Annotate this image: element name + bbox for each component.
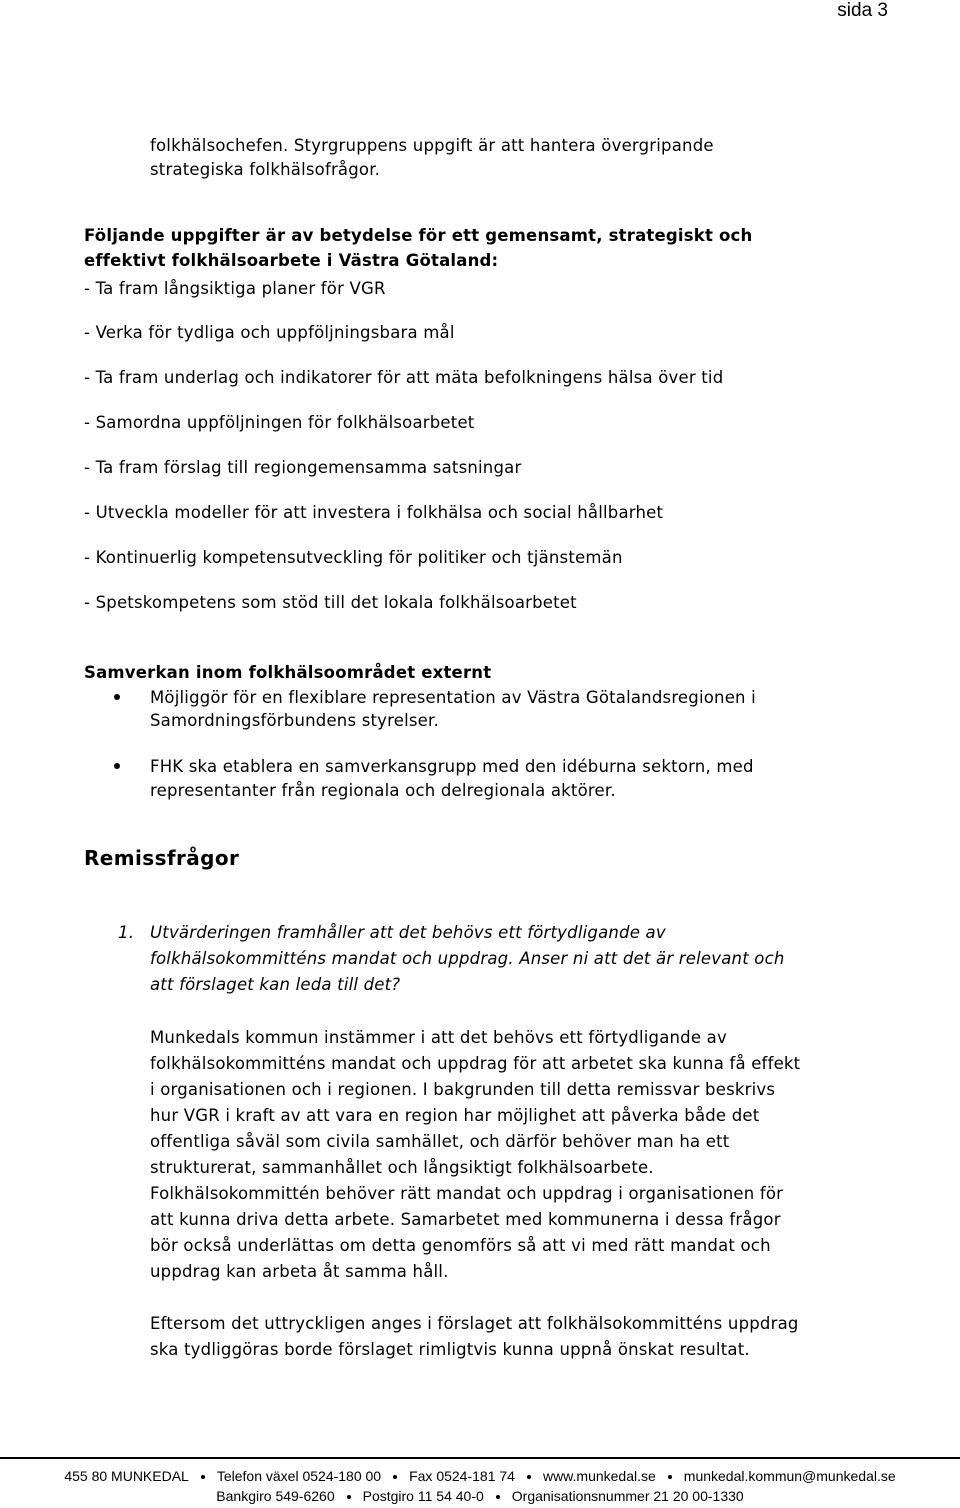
task-item: - Ta fram långsiktiga planer för VGR <box>84 279 386 298</box>
footer-separator-dot <box>496 1495 500 1499</box>
footer-bankgiro: Bankgiro 549-6260 <box>216 1488 335 1504</box>
external-bullet-line: Samordningsförbundens styrelser. <box>150 711 439 730</box>
footer-phone: Telefon växel 0524-180 00 <box>216 1468 382 1484</box>
answer-line: Folkhälsokommittén behöver rätt mandat och uppdrag i organisationen för <box>150 1184 784 1203</box>
tasks-heading: Följande uppgifter är av betydelse för ett gemensamt, strategiskt och <box>84 226 753 245</box>
question-number: 1. <box>118 923 135 942</box>
footer-email[interactable]: munkedal.kommun@munkedal.se <box>683 1468 896 1484</box>
footer-line-2 <box>0 1488 960 1504</box>
footer-website[interactable]: www.munkedal.se <box>542 1468 656 1484</box>
external-bullet-line: representanter från regionala och delregionala aktörer. <box>150 781 616 800</box>
footer-address: 455 80 MUNKEDAL <box>64 1468 189 1484</box>
answer-line: i organisationen och i regionen. I bakgrunden till detta remissvar beskrivs <box>150 1080 776 1099</box>
task-item: - Samordna uppföljningen för folkhälsoarbetet <box>84 413 475 432</box>
answer-line: ska tydliggöras borde förslaget rimligtvis kunna uppnå önskat resultat. <box>150 1340 750 1359</box>
footer-separator-dot <box>393 1475 397 1479</box>
footer-postgiro: Postgiro 11 54 40-0 <box>362 1488 484 1504</box>
task-item: - Ta fram underlag och indikatorer för att mäta befolkningens hälsa över tid <box>84 368 724 387</box>
footer-fax: Fax 0524-181 74 <box>409 1468 515 1484</box>
task-item: - Ta fram förslag till regiongemensamma satsningar <box>84 458 522 477</box>
footer-separator-dot <box>668 1475 672 1479</box>
answer-line: Eftersom det uttryckligen anges i förslaget att folkhälsokommitténs uppdrag <box>150 1314 799 1333</box>
intro-line: strategiska folkhälsofrågor. <box>150 160 381 179</box>
section-heading: Remissfrågor <box>84 846 240 870</box>
intro-line: folkhälsochefen. Styrgruppens uppgift är att hantera övergripande <box>150 136 714 155</box>
tasks-heading: effektivt folkhälsoarbete i Västra Götaland: <box>84 251 499 270</box>
bullet-dot <box>114 694 120 700</box>
external-heading: Samverkan inom folkhälsoområdet externt <box>84 663 492 682</box>
answer-line: Munkedals kommun instämmer i att det behövs ett förtydligande av <box>150 1028 727 1047</box>
footer-org-number: Organisationsnummer 21 20 00-1330 <box>511 1488 744 1504</box>
answer-line: offentliga såväl som civila samhället, och därför behöver man ha ett <box>150 1132 730 1151</box>
task-item: - Verka för tydliga och uppföljningsbara mål <box>84 323 455 342</box>
footer-separator-dot <box>527 1475 531 1479</box>
task-item: - Kontinuerlig kompetensutveckling för politiker och tjänstemän <box>84 548 623 567</box>
footer-separator-dot <box>347 1495 351 1499</box>
question-line: att förslaget kan leda till det? <box>150 975 401 994</box>
page-number: sida 3 <box>837 0 888 21</box>
external-bullet-line: Möjliggör för en flexiblare representation av Västra Götalandsregionen i <box>150 688 756 707</box>
answer-line: bör också underlättas om detta genomförs så att vi med rätt mandat och <box>150 1236 771 1255</box>
footer-line-1 <box>0 1468 960 1484</box>
answer-line: att kunna driva detta arbete. Samarbetet med kommunerna i dessa frågor <box>150 1210 781 1229</box>
answer-line: hur VGR i kraft av att vara en region har möjlighet att påverka både det <box>150 1106 760 1125</box>
external-bullet-line: FHK ska etablera en samverkansgrupp med den idéburna sektorn, med <box>150 757 754 776</box>
task-item: - Utveckla modeller för att investera i folkhälsa och social hållbarhet <box>84 503 664 522</box>
footer-divider <box>0 1457 960 1459</box>
question-line: Utvärderingen framhåller att det behövs ett förtydligande av <box>150 923 666 942</box>
task-item: - Spetskompetens som stöd till det lokala folkhälsoarbetet <box>84 593 577 612</box>
answer-line: folkhälsokommitténs mandat och uppdrag för att arbetet ska kunna få effekt <box>150 1054 801 1073</box>
answer-line: uppdrag kan arbeta åt samma håll. <box>150 1262 449 1281</box>
question-line: folkhälsokommitténs mandat och uppdrag. Anser ni att det är relevant och <box>150 949 785 968</box>
footer-separator-dot <box>201 1475 205 1479</box>
bullet-dot <box>114 763 120 769</box>
answer-line: strukturerat, sammanhållet och långsiktigt folkhälsoarbete. <box>150 1158 654 1177</box>
